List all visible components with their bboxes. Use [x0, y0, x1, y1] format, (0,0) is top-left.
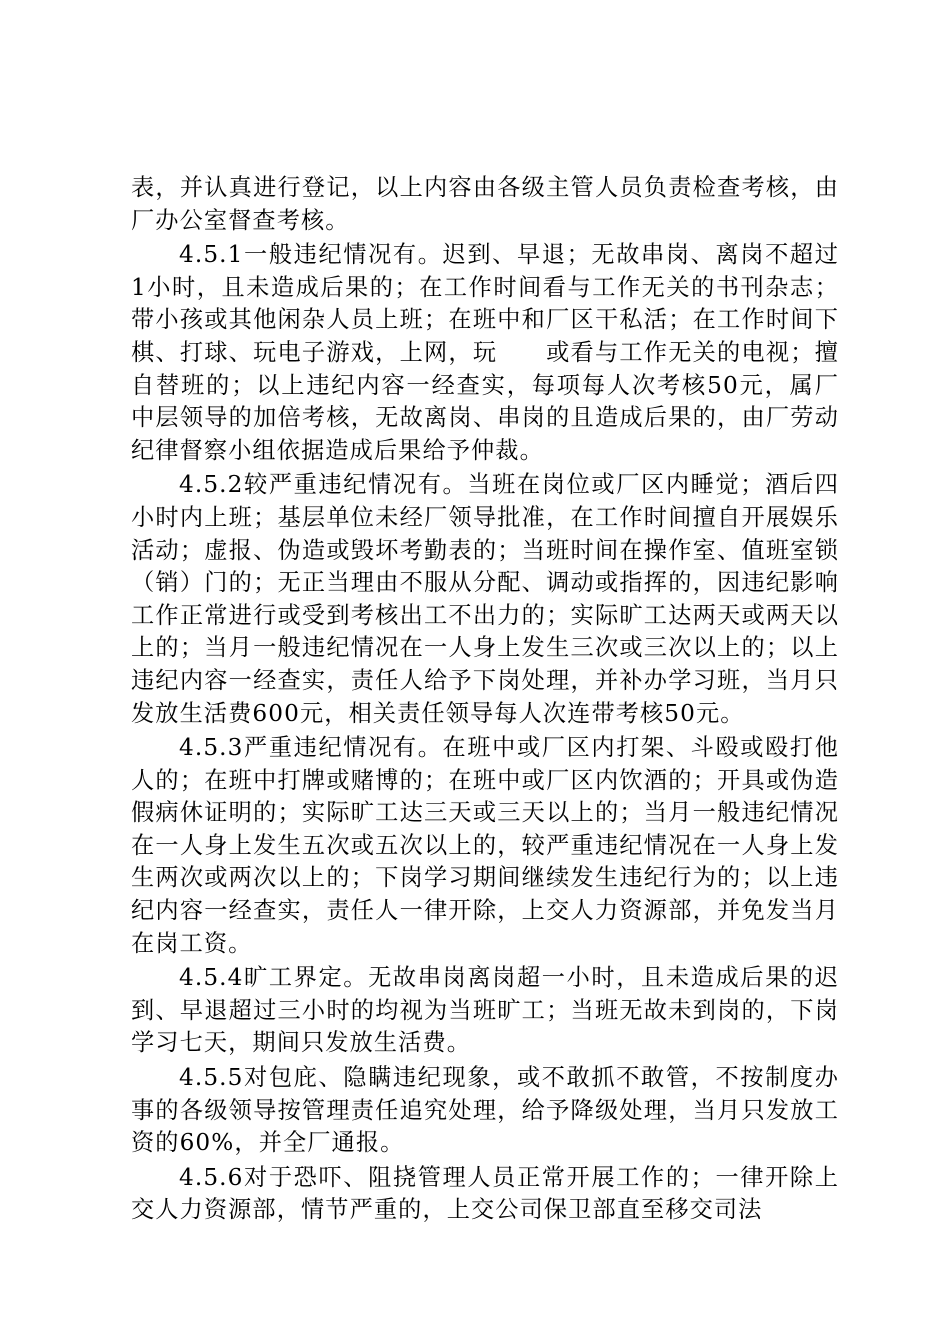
paragraph-4-5-5: 4.5.5对包庇、隐瞒违纪现象，或不敢抓不敢管，不按制度办事的各级领导按管理责任追究处理，给予降级处理，当月只发放工资的60%，并全厂通报。: [131, 1064, 839, 1157]
document-page: [131, 172, 839, 1227]
paragraph-4-5-1: 4.5.1一般违纪情况有。迟到、早退；无故串岗、离岗不超过1小时，且未造成后果的；在工作时间看与工作无关的书刊杂志；带小孩或其他闲杂人员上班；在班中和厂区干私活；在工作时间下棋、打球、玩电子游戏，上网，玩 或看与工作无关的电视；擅自替班的；以上违纪内容一经查实，每项每人次考核50元，属厂中层领导的加倍考核，无故离岗、串岗的且造成后果的，由厂劳动纪律督察小组依据造成后果给予仲裁。: [131, 241, 839, 464]
paragraph-4-5-3: 4.5.3严重违纪情况有。在班中或厂区内打架、斗殴或殴打他人的；在班中打牌或赌博的；在班中或厂区内饮酒的；开具或伪造假病休证明的；实际旷工达三天或三天以上的；当月一般违纪情况在一人身上发生五次或五次以上的，较严重违纪情况在一人身上发生两次或两次以上的；下岗学习期间继续发生违纪行为的；以上违纪内容一经查实，责任人一律开除，上交人力资源部，并免发当月在岗工资。: [131, 734, 839, 957]
paragraph-continuation: 表，并认真进行登记，以上内容由各级主管人员负责检查考核，由厂办公室督查考核。: [131, 174, 839, 234]
paragraph-4-5-2: 4.5.2较严重违纪情况有。当班在岗位或厂区内睡觉；酒后四小时内上班；基层单位未经厂领导批准，在工作时间擅自开展娱乐活动；虚报、伪造或毁坏考勤表的；当班时间在操作室、值班室锁（销）门的；无正当理由不服从分配、调动或指挥的，因违纪影响工作正常进行或受到考核出工不出力的；实际旷工达两天或两天以上的；当月一般违纪情况在一人身上发生三次或三次以上的；以上违纪内容一经查实，责任人给予下岗处理，并补办学习班，当月只发放生活费600元，相关责任领导每人次连带考核50元。: [131, 471, 839, 727]
paragraph-4-5-6: 4.5.6对于恐吓、阻挠管理人员正常开展工作的；一律开除上交人力资源部，情节严重的，上交公司保卫部直至移交司法: [131, 1163, 839, 1224]
paragraph-4-5-4: 4.5.4旷工界定。无故串岗离岗超一小时，且未造成后果的迟到、早退超过三小时的均视为当班旷工；当班无故未到岗的，下岗学习七天，期间只发放生活费。: [131, 964, 839, 1057]
